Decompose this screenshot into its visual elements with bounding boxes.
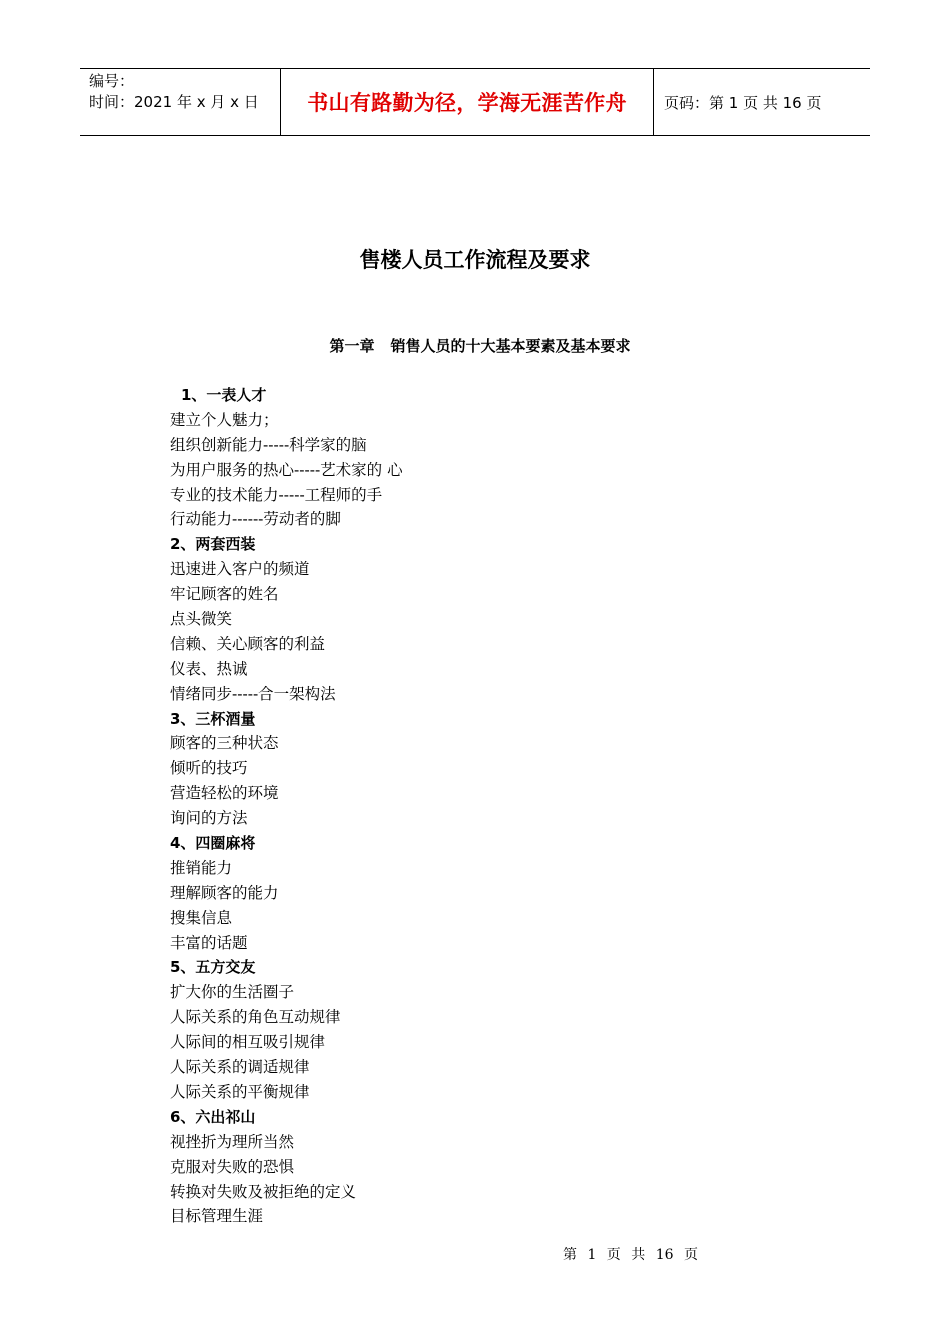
section-heading: 2、两套西装 [170, 535, 256, 554]
body-line: 人际间的相互吸引规律 [170, 1033, 326, 1052]
body-line: 为用户服务的热心-----艺术家的 心 [170, 460, 403, 479]
body-line: 行动能力------劳动者的脚 [170, 510, 341, 529]
body-line: 营造轻松的环境 [170, 784, 279, 803]
body-line: 建立个人魅力； [170, 410, 279, 429]
body-line: 视挫折为理所当然 [170, 1132, 295, 1151]
chapter-label: 第一章 [329, 337, 375, 355]
chapter-text: 销售人员的十大基本要素及基本要求 [390, 337, 631, 355]
body-line: 人际关系的角色互动规律 [170, 1008, 341, 1027]
body-line: 转换对失败及被拒绝的定义 [170, 1182, 357, 1201]
header-number-label: 编号： [89, 72, 135, 90]
body-line: 迅速进入客户的频道 [170, 560, 310, 579]
body-line: 情绪同步-----合一架构法 [170, 684, 336, 703]
body-line: 目标管理生涯 [170, 1207, 264, 1226]
header-page-cell [654, 69, 870, 135]
header-date-label: 时间：2021 年 x 月 x 日 [89, 93, 259, 111]
document-header [80, 68, 870, 136]
body-line: 人际关系的调适规律 [170, 1058, 310, 1077]
section-heading: 3、三杯酒量 [170, 709, 256, 728]
header-meta-cell [80, 69, 281, 135]
header-motto-cell [281, 69, 654, 135]
body-line: 顾客的三种状态 [170, 734, 279, 753]
body-line: 理解顾客的能力 [170, 883, 279, 902]
header-motto: 书山有路勤为径，学海无涯苦作舟 [307, 91, 627, 115]
section-heading: 1、一表人才 [181, 386, 267, 404]
body-line: 牢记顾客的姓名 [170, 585, 279, 604]
body-line: 推销能力 [170, 858, 233, 877]
body-line: 组织创新能力-----科学家的脑 [170, 435, 367, 454]
body-line: 点头微笑 [170, 610, 233, 629]
body-line: 丰富的话题 [170, 933, 248, 952]
body-line: 扩大你的生活圈子 [170, 983, 295, 1002]
body-line: 克服对失败的恐惧 [170, 1157, 295, 1176]
body-line: 倾听的技巧 [170, 759, 248, 778]
header-page-label: 页码：第 1 页 共 16 页 [664, 93, 822, 112]
section-heading: 5、五方交友 [170, 958, 256, 977]
body-line: 专业的技术能力-----工程师的手 [170, 485, 383, 504]
body-line: 询问的方法 [170, 809, 248, 828]
page-footer: 第 1 页 共 16 页 [563, 1247, 698, 1263]
body-line: 搜集信息 [170, 908, 233, 927]
section-heading: 4、四圈麻将 [170, 834, 256, 853]
body-line: 人际关系的平衡规律 [170, 1082, 310, 1101]
document-title: 售楼人员工作流程及要求 [359, 248, 591, 272]
body-line: 信赖、关心顾客的利益 [170, 634, 326, 653]
document-body [170, 383, 810, 1229]
section-heading: 6、六出祁山 [170, 1107, 256, 1126]
body-line: 仪表、热诚 [170, 659, 248, 678]
chapter-heading [0, 335, 950, 356]
